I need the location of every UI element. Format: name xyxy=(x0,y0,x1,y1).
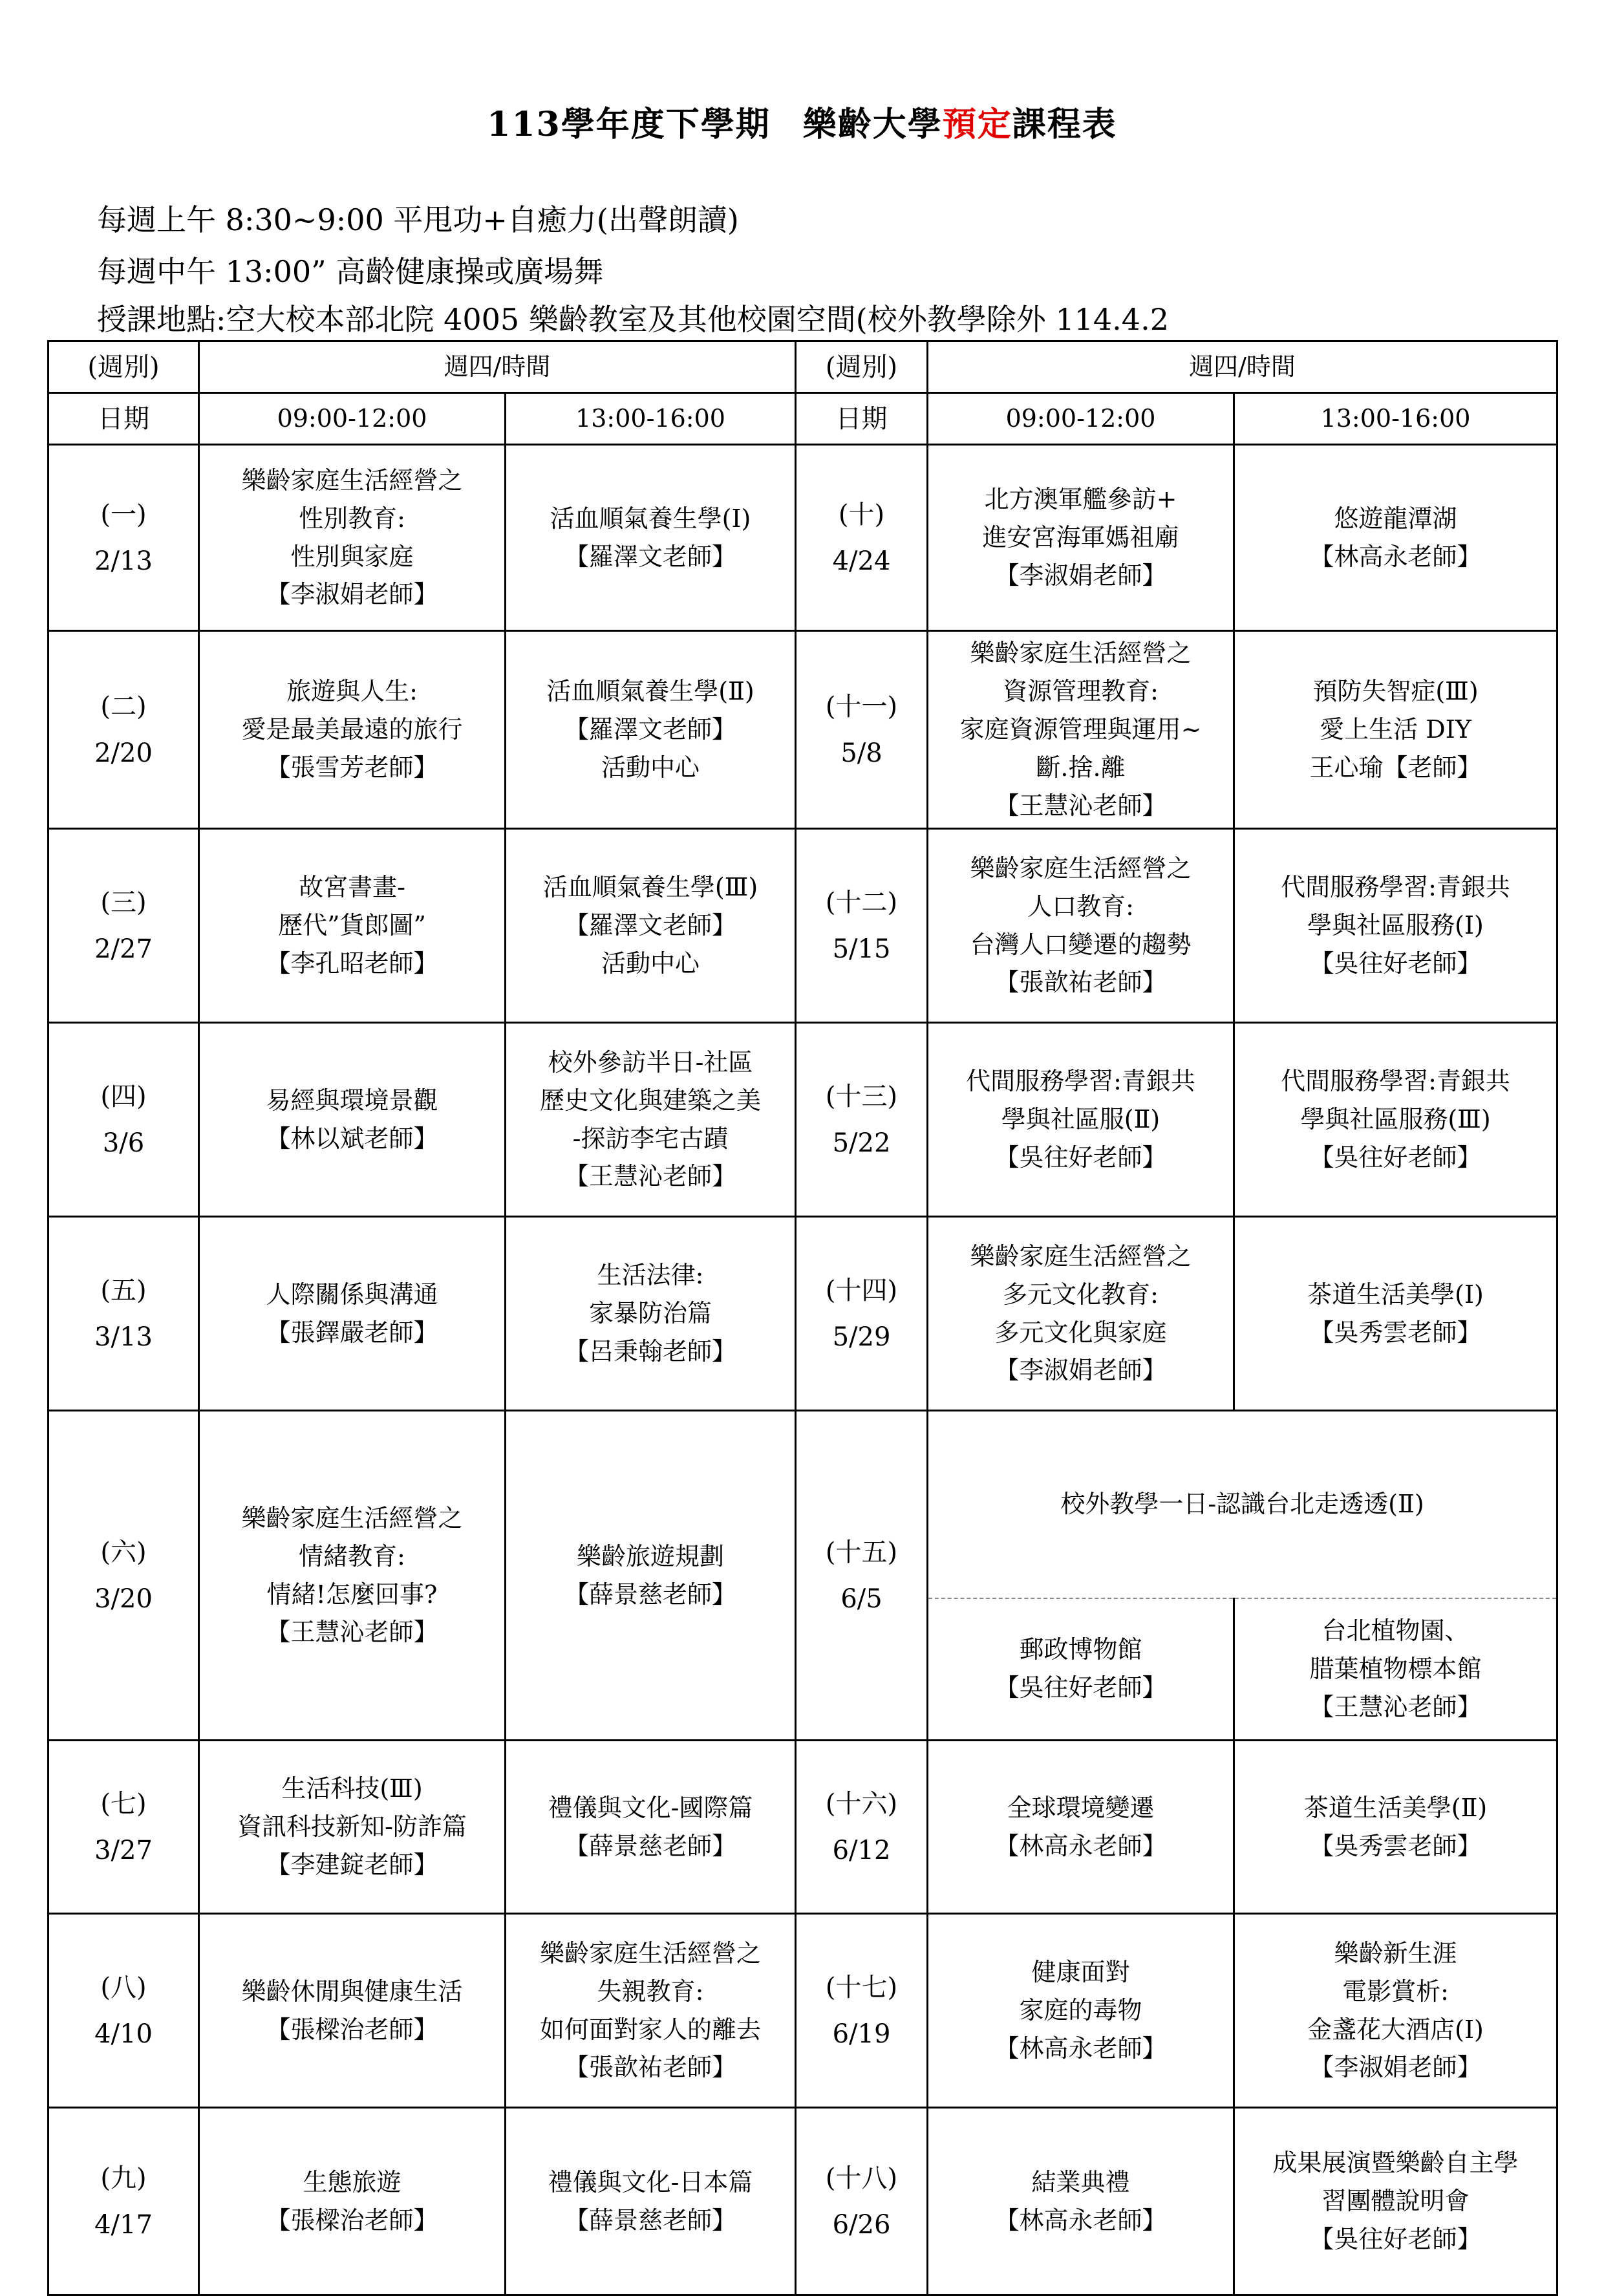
week-date: 4/10 xyxy=(94,2019,153,2049)
week-number: (十六) xyxy=(825,1788,898,1819)
right-am-cell-line: 健康面對 xyxy=(1031,1958,1130,1987)
left-am-cell-line: 【王慧沁老師】 xyxy=(266,1618,438,1647)
week-number: (四) xyxy=(100,1081,147,1111)
right-pm-cell-line: 學與社區服務(Ⅰ) xyxy=(1307,911,1484,940)
left-am-cell xyxy=(199,445,506,631)
left-pm-cell xyxy=(506,1741,796,1914)
right-pm-cell-line: 悠遊龍潭湖 xyxy=(1334,504,1457,533)
schedule-row xyxy=(48,2108,1557,2295)
right-pm-cell-line: 【李淑娟老師】 xyxy=(1309,2053,1482,2082)
header-daytime-right: 週四/時間 xyxy=(928,341,1557,393)
left-am-cell-line: 情緒教育: xyxy=(299,1541,405,1571)
schedule-row xyxy=(48,1411,1557,1598)
right-am-cell-line: 【林高永老師】 xyxy=(994,1831,1167,1860)
header-date-right: 日期 xyxy=(796,393,928,445)
title-main: 樂齡大學 xyxy=(802,105,943,144)
week-date: 5/29 xyxy=(832,1322,891,1352)
left-pm-cell-line: 【羅澤文老師】 xyxy=(564,911,736,940)
left-pm-cell-line: 【薛景慈老師】 xyxy=(564,1580,736,1609)
week-cell xyxy=(48,1217,199,1411)
week-date: 3/27 xyxy=(94,1835,153,1865)
right-pm-cell-line: 代間服務學習:青銀共 xyxy=(1281,873,1510,902)
right-pm-cell xyxy=(1234,2108,1557,2295)
left-pm-cell xyxy=(506,1914,796,2108)
right-am-cell-line: 代間服務學習:青銀共 xyxy=(966,1067,1195,1096)
left-am-cell xyxy=(199,829,506,1023)
left-am-cell-line: 樂齡休閒與健康生活 xyxy=(241,1977,463,2006)
schedule-row xyxy=(48,1741,1557,1914)
week-number: (九) xyxy=(100,2163,147,2193)
title-highlight: 預定 xyxy=(942,105,1012,144)
week-cell xyxy=(48,1411,199,1741)
right-pm-cell xyxy=(1234,1598,1557,1741)
right-pm-cell-line: 金盞花大酒店(Ⅰ) xyxy=(1307,2015,1484,2044)
left-am-cell-line: 樂齡家庭生活經營之 xyxy=(241,466,463,495)
left-pm-cell-line: 如何面對家人的離去 xyxy=(539,2015,761,2044)
week-number: (十一) xyxy=(825,691,898,722)
week-number: (十二) xyxy=(825,887,898,917)
right-pm-cell-line: 【王慧沁老師】 xyxy=(1309,1692,1482,1721)
right-am-cell-line: 【林高永老師】 xyxy=(994,2205,1167,2235)
left-pm-cell xyxy=(506,631,796,829)
right-am-cell-line: 人口教育: xyxy=(1027,892,1134,921)
header-am-left: 09:00-12:00 xyxy=(199,393,506,445)
info-line-noon: 每週中午 13:00” 高齡健康操或廣場舞 xyxy=(97,254,604,289)
right-am-cell-line: 家庭的毒物 xyxy=(1019,1996,1142,2025)
week-number: (十五) xyxy=(825,1537,898,1567)
left-pm-cell-line: 禮儀與文化-國際篇 xyxy=(548,1793,753,1822)
right-pm-cell-line: 王心瑜【老師】 xyxy=(1309,753,1482,782)
right-pm-cell xyxy=(1234,631,1557,829)
week-cell xyxy=(48,1023,199,1217)
right-pm-cell-line: 電影賞析: xyxy=(1342,1977,1449,2006)
right-am-cell-line: 家庭資源管理與運用~ xyxy=(959,715,1202,744)
week-cell xyxy=(796,1411,928,1741)
right-pm-cell-line: 預防失智症(Ⅲ) xyxy=(1312,677,1479,706)
week-number: (一) xyxy=(100,499,147,530)
right-am-cell-line: 郵政博物館 xyxy=(1019,1635,1142,1664)
week-date: 5/22 xyxy=(832,1128,891,1158)
left-pm-cell-line: 活血順氣養生學(Ⅲ) xyxy=(542,873,758,902)
right-am-cell-line: 斷.捨.離 xyxy=(1036,753,1126,782)
schedule-row xyxy=(48,1023,1557,1217)
left-am-cell-line: 【李建錠老師】 xyxy=(266,1850,438,1879)
right-pm-cell-line: 茶道生活美學(Ⅰ) xyxy=(1307,1280,1484,1309)
header-date-left: 日期 xyxy=(48,393,199,445)
right-pm-cell-line: 成果展演暨樂齡自主學 xyxy=(1272,2149,1519,2178)
left-am-cell-line: 【李孔昭老師】 xyxy=(266,949,438,978)
left-am-cell-line: 旅遊與人生: xyxy=(286,677,418,706)
left-pm-cell-line: 活血順氣養生學(Ⅱ) xyxy=(546,677,754,706)
header-daytime-left: 週四/時間 xyxy=(199,341,796,393)
right-am-cell xyxy=(928,2108,1234,2295)
right-am-cell-line: 樂齡家庭生活經營之 xyxy=(970,1241,1192,1271)
right-pm-cell-line: 習團體說明會 xyxy=(1321,2187,1470,2216)
left-pm-cell-line: 活動中心 xyxy=(601,753,700,782)
week-date: 4/17 xyxy=(94,2209,153,2240)
right-am-cell-line: 資源管理教育: xyxy=(1003,677,1159,706)
right-am-cell xyxy=(928,829,1234,1023)
right-am-cell-line: 北方澳軍艦參訪+ xyxy=(984,485,1177,514)
week-date: 6/5 xyxy=(840,1583,882,1614)
right-am-cell-line: 【吳往好老師】 xyxy=(994,1673,1167,1702)
title-prefix: 113學年度下學期 xyxy=(487,105,771,144)
right-pm-cell-line: 茶道生活美學(Ⅱ) xyxy=(1303,1793,1488,1822)
right-pm-cell-line: 【吳往好老師】 xyxy=(1309,1143,1482,1172)
right-pm-cell-line: 台北植物園、 xyxy=(1321,1616,1470,1645)
week-date: 4/24 xyxy=(832,546,891,576)
left-am-cell-line: 生態旅遊 xyxy=(303,2167,401,2196)
right-am-cell xyxy=(928,445,1234,631)
week-date: 5/8 xyxy=(840,738,882,768)
left-pm-cell-line: 樂齡家庭生活經營之 xyxy=(539,1938,761,1968)
week-cell xyxy=(796,1914,928,2108)
right-am-cell xyxy=(928,1023,1234,1217)
week-cell xyxy=(796,1217,928,1411)
week-cell xyxy=(796,2108,928,2295)
left-pm-cell xyxy=(506,829,796,1023)
right-am-cell xyxy=(928,1741,1234,1914)
right-am-cell xyxy=(928,1914,1234,2108)
week-cell xyxy=(48,631,199,829)
left-pm-cell-line: 生活法律: xyxy=(597,1261,704,1290)
left-pm-cell-line: 【張歆祐老師】 xyxy=(564,2053,736,2082)
left-pm-cell-line: 【羅澤文老師】 xyxy=(564,715,736,744)
week-cell xyxy=(796,445,928,631)
left-pm-cell-line: 禮儀與文化-日本篇 xyxy=(548,2167,753,2196)
right-pm-cell xyxy=(1234,1023,1557,1217)
left-am-cell-line: 人際關係與溝通 xyxy=(266,1280,438,1309)
page-title xyxy=(0,97,1604,145)
left-am-cell xyxy=(199,631,506,829)
week-date: 2/27 xyxy=(94,934,153,964)
week-number: (十四) xyxy=(825,1275,898,1305)
left-am-cell-line: 【林以斌老師】 xyxy=(266,1124,438,1153)
right-pm-cell xyxy=(1234,445,1557,631)
schedule-row xyxy=(48,829,1557,1023)
left-am-cell-line: 資訊科技新知-防詐篇 xyxy=(237,1812,467,1841)
right-pm-cell xyxy=(1234,1914,1557,2108)
header-am-right: 09:00-12:00 xyxy=(928,393,1234,445)
week-number: (十三) xyxy=(825,1081,898,1111)
week-date: 3/13 xyxy=(94,1322,153,1352)
right-am-cell xyxy=(928,1598,1234,1741)
right-am-cell-line: 【林高永老師】 xyxy=(994,2033,1167,2063)
schedule-row xyxy=(48,1914,1557,2108)
left-am-cell-line: 故宮書畫- xyxy=(299,873,405,902)
left-am-cell-line: 【張鐸嚴老師】 xyxy=(266,1318,438,1347)
week-number: (十八) xyxy=(825,2163,898,2193)
left-pm-cell-line: 家暴防治篇 xyxy=(588,1299,712,1328)
header-row-1 xyxy=(48,341,1557,393)
week-date: 5/15 xyxy=(832,934,891,964)
header-pm-left: 13:00-16:00 xyxy=(506,393,796,445)
week-cell xyxy=(796,631,928,829)
week-date: 3/20 xyxy=(94,1583,153,1614)
left-am-cell-line: 愛是最美最遠的旅行 xyxy=(241,715,463,744)
week-number: (二) xyxy=(100,691,147,722)
week-number: (六) xyxy=(100,1537,147,1567)
right-pm-cell xyxy=(1234,1217,1557,1411)
right-pm-cell-line: 代間服務學習:青銀共 xyxy=(1281,1067,1510,1096)
left-pm-cell xyxy=(506,1023,796,1217)
right-pm-cell xyxy=(1234,1741,1557,1914)
left-am-cell xyxy=(199,2108,506,2295)
left-am-cell-line: 樂齡家庭生活經營之 xyxy=(241,1503,463,1532)
week-date: 6/19 xyxy=(832,2019,891,2049)
left-pm-cell xyxy=(506,1411,796,1741)
week-date: 6/26 xyxy=(832,2209,891,2240)
week-cell xyxy=(796,829,928,1023)
right-am-cell-line: 全球環境變遷 xyxy=(1007,1793,1155,1822)
right-am-cell-line: 台灣人口變遷的趨勢 xyxy=(970,930,1192,959)
right-pm-cell-line: 腊葉植物標本館 xyxy=(1309,1654,1482,1683)
left-am-cell xyxy=(199,1411,506,1741)
right-pm-cell-line: 學與社區服務(Ⅲ) xyxy=(1300,1105,1491,1134)
info-line-location: 授課地點:空大校本部北院 4005 樂齡教室及其他校園空間(校外教學除外 114.4.2 xyxy=(97,302,1169,337)
header-week-left: (週別) xyxy=(48,341,199,393)
week-cell xyxy=(48,445,199,631)
field-trip-span-cell: 校外教學一日-認識台北走透透(Ⅱ) xyxy=(928,1411,1557,1598)
left-pm-cell xyxy=(506,445,796,631)
week-cell xyxy=(48,1914,199,2108)
week-cell xyxy=(796,1741,928,1914)
right-am-cell-line: 樂齡家庭生活經營之 xyxy=(970,853,1192,883)
left-am-cell-line: 【張雪芳老師】 xyxy=(266,753,438,782)
week-number: (三) xyxy=(100,887,147,917)
left-am-cell-line: 情緒!怎麼回事? xyxy=(266,1580,438,1609)
week-date: 2/13 xyxy=(94,546,153,576)
left-am-cell-line: 歷代”貨郎圖” xyxy=(278,911,426,940)
left-pm-cell-line: 歷史文化與建築之美 xyxy=(539,1086,761,1115)
right-am-cell-line: 【李淑娟老師】 xyxy=(994,1356,1167,1385)
right-am-cell xyxy=(928,631,1234,829)
week-number: (十七) xyxy=(825,1972,898,2002)
week-cell xyxy=(48,829,199,1023)
right-pm-cell-line: 【吳秀雲老師】 xyxy=(1309,1831,1482,1860)
right-am-cell-line: 結業典禮 xyxy=(1031,2167,1130,2196)
right-pm-cell-line: 樂齡新生涯 xyxy=(1334,1938,1457,1968)
week-date: 6/12 xyxy=(832,1835,891,1865)
left-am-cell-line: 生活科技(Ⅲ) xyxy=(281,1774,423,1803)
left-pm-cell-line: 活血順氣養生學(Ⅰ) xyxy=(550,504,751,533)
left-am-cell-line: 【張樑治老師】 xyxy=(266,2015,438,2044)
right-am-cell-line: 多元文化與家庭 xyxy=(994,1318,1167,1347)
right-am-cell-line: 【吳往好老師】 xyxy=(994,1143,1167,1172)
left-pm-cell-line: 樂齡旅遊規劃 xyxy=(576,1541,724,1571)
left-am-cell-line: 【李淑娟老師】 xyxy=(266,580,438,609)
right-pm-cell xyxy=(1234,829,1557,1023)
week-number: (五) xyxy=(100,1275,147,1305)
right-pm-cell-line: 【林高永老師】 xyxy=(1309,542,1482,571)
schedule-row xyxy=(48,1217,1557,1411)
left-am-cell xyxy=(199,1914,506,2108)
left-pm-cell-line: 【薛景慈老師】 xyxy=(564,1831,736,1860)
right-am-cell-line: 學與社區服(Ⅱ) xyxy=(1001,1105,1160,1134)
left-pm-cell xyxy=(506,1217,796,1411)
left-am-cell xyxy=(199,1217,506,1411)
left-am-cell-line: 【張樑治老師】 xyxy=(266,2205,438,2235)
week-number: (八) xyxy=(100,1972,147,2002)
left-pm-cell-line: -探訪李宅古蹟 xyxy=(572,1124,729,1153)
week-cell xyxy=(796,1023,928,1217)
week-date: 2/20 xyxy=(94,738,153,768)
week-number: (七) xyxy=(100,1788,147,1819)
left-pm-cell-line: 活動中心 xyxy=(601,949,700,978)
left-pm-cell-line: 【王慧沁老師】 xyxy=(564,1162,736,1191)
right-am-cell-line: 【王慧沁老師】 xyxy=(994,791,1167,820)
left-am-cell xyxy=(199,1023,506,1217)
right-am-cell-line: 【李淑娟老師】 xyxy=(994,561,1167,590)
right-am-cell-line: 【張歆祐老師】 xyxy=(994,968,1167,997)
left-am-cell xyxy=(199,1741,506,1914)
left-am-cell-line: 性別與家庭 xyxy=(290,542,414,571)
right-am-cell-line: 進安宮海軍媽祖廟 xyxy=(982,523,1179,552)
right-pm-cell-line: 【吳秀雲老師】 xyxy=(1309,1318,1482,1347)
schedule-table xyxy=(47,340,1558,2296)
right-pm-cell-line: 【吳往好老師】 xyxy=(1309,2224,1482,2253)
left-pm-cell-line: 【呂秉翰老師】 xyxy=(564,1336,736,1366)
title-suffix: 課程表 xyxy=(1012,105,1117,144)
left-pm-cell-line: 校外參訪半日-社區 xyxy=(548,1047,753,1077)
left-am-cell-line: 易經與環境景觀 xyxy=(266,1086,438,1115)
week-cell xyxy=(48,1741,199,1914)
right-am-cell xyxy=(928,1217,1234,1411)
left-pm-cell-line: 【薛景慈老師】 xyxy=(564,2205,736,2235)
left-am-cell-line: 性別教育: xyxy=(299,504,405,533)
right-pm-cell-line: 【吳往好老師】 xyxy=(1309,949,1482,978)
header-row-2 xyxy=(48,393,1557,445)
right-am-cell-line: 樂齡家庭生活經營之 xyxy=(970,639,1192,668)
week-number: (十) xyxy=(838,499,885,530)
header-pm-right: 13:00-16:00 xyxy=(1234,393,1557,445)
left-pm-cell-line: 【羅澤文老師】 xyxy=(564,542,736,571)
right-pm-cell-line: 愛上生活 DIY xyxy=(1320,715,1471,744)
left-pm-cell xyxy=(506,2108,796,2295)
right-am-cell-line: 多元文化教育: xyxy=(1003,1280,1159,1309)
schedule-row xyxy=(48,445,1557,631)
left-pm-cell-line: 失親教育: xyxy=(597,1977,704,2006)
schedule-row xyxy=(48,631,1557,829)
week-cell xyxy=(48,2108,199,2295)
header-week-right: (週別) xyxy=(796,341,928,393)
week-date: 3/6 xyxy=(102,1128,145,1158)
info-line-morning: 每週上午 8:30~9:00 平甩功+自癒力(出聲朗讀) xyxy=(97,202,739,237)
